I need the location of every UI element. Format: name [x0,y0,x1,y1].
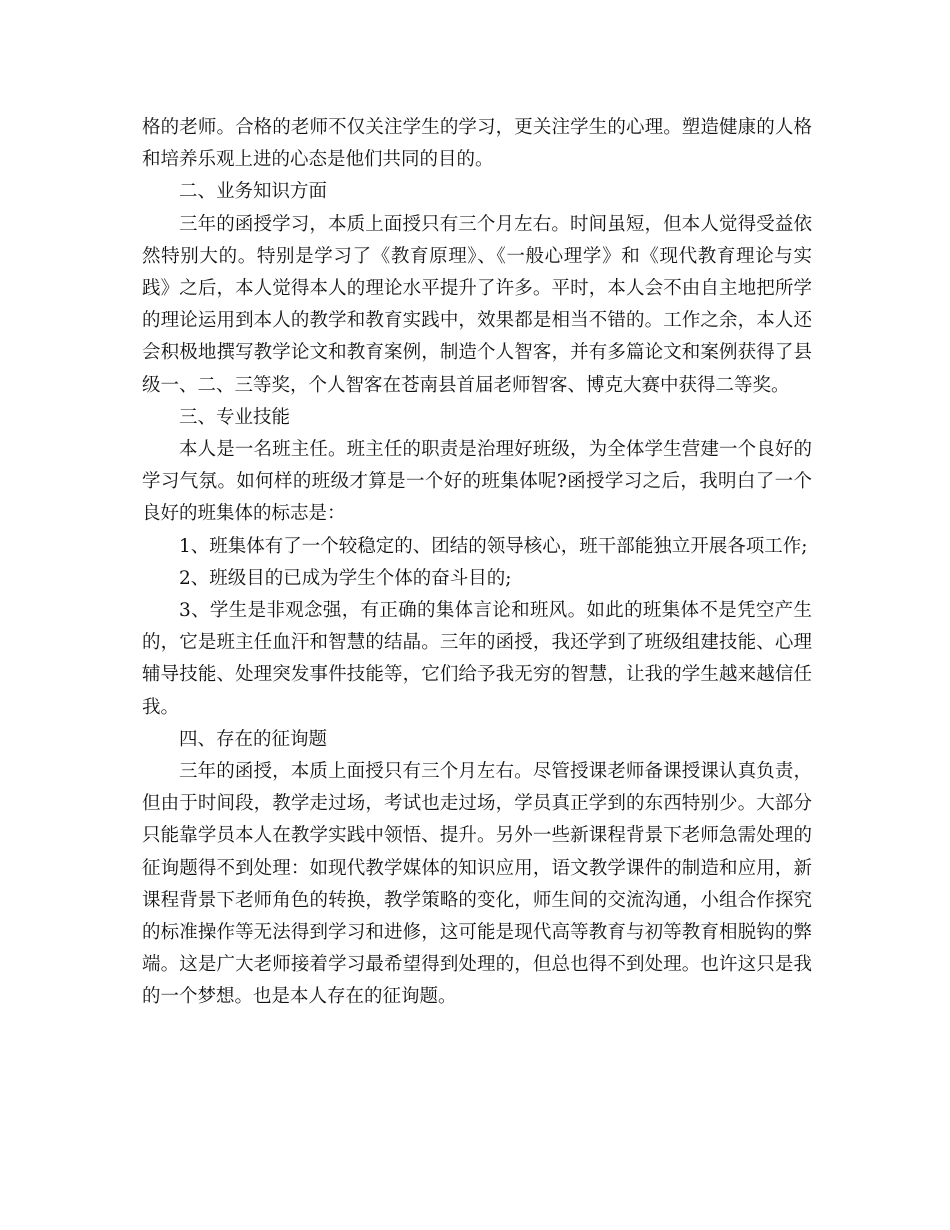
list-item-2: 2、班级目的已成为学生个体的奋斗目的; [179,567,512,589]
paragraph-business-knowledge: 三年的函授学习，本质上面授只有三个月左右。时间虽短，但本人觉得受益依然特别大的。特别是学习了《教育原理》、《一般心理学》和《现代教育理论与实践》之后，本人觉得本人的理论水平提升了许多。平时，本人会不由自主地把所学的理论运用到本人的教学和教育实践中，效果都是相当不错的。工作之余，本人还会积极地撰写教学论文和教育案例，制造个人智客，并有多篇论文和案例获得了县级一、二、三等奖，个人智客在苍南县首届老师智客、博克大赛中获得二等奖。 [142,213,812,396]
list-item-1: 1、班集体有了一个较稳定的、团结的领导核心，班干部能独立开展各项工作; [179,535,808,557]
section-heading-existing-problems: 四、存在的征询题 [179,728,328,750]
section-heading-business-knowledge: 二、业务知识方面 [179,181,328,203]
list-item-3: 3、学生是非观念强，有正确的集体言论和班风。如此的班集体不是凭空产生的，它是班主任血汗和智慧的结晶。三年的函授，我还学到了班级组建技能、心理辅导技能、处理突发事件技能等，它们给予我无穷的智慧，让我的学生越来越信任我。 [142,600,812,718]
paragraph-class-teacher: 本人是一名班主任。班主任的职责是治理好班级，为全体学生营建一个良好的学习气氛。如何样的班级才算是一个好的班集体呢?函授学习之后，我明白了一个良好的班集体的标志是： [142,439,812,525]
paragraph-continued: 格的老师。合格的老师不仅关注学生的学习，更关注学生的心理。塑造健康的人格和培养乐观上进的心态是他们共同的目的。 [142,117,812,171]
document-body [142,112,812,1014]
paragraph-existing-problems: 三年的函授，本质上面授只有三个月左右。尽管授课老师备课授课认真负责，但由于时间段，教学走过场，考试也走过场，学员真正学到的东西特别少。大部分只能靠学员本人在教学实践中领悟、提升。另外一些新课程背景下老师急需处理的征询题得不到处理：如现代教学媒体的知识应用，语文教学课件的制造和应用，新课程背景下老师角色的转换，教学策略的变化，师生间的交流沟通，小组合作探究的标准操作等无法得到学习和进修，这可能是现代高等教育与初等教育相脱钩的弊端。这是广大老师接着学习最希望得到处理的，但总也得不到处理。也许这只是我的一个梦想。也是本人存在的征询题。 [142,761,812,1008]
section-heading-professional-skills: 三、专业技能 [179,406,291,428]
